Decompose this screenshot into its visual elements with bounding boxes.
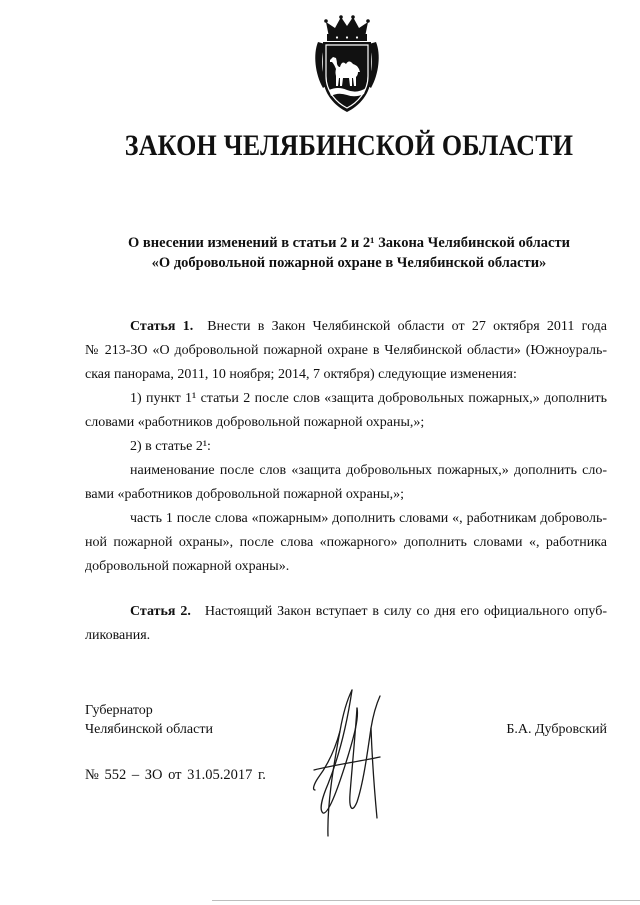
article-1-line: № 213-ЗО «О добровольной пожарной охране в Челябинской области» (Южноураль-: [85, 343, 607, 358]
item-2-part-1-line: часть 1 после слова «пожарным» дополнить словами «, работникам доброволь-: [130, 511, 607, 526]
handwritten-signature-icon: [300, 686, 390, 846]
article-2-text: Настоящий Закон вступает в силу со дня его официального опуб-: [204, 604, 607, 619]
article-2-heading: Статья 2.: [130, 604, 191, 619]
signatory-office-line: Губернатор: [85, 703, 153, 718]
article-1: [85, 315, 607, 579]
article-1-line: [85, 315, 607, 339]
article-1-heading: Статья 1.: [130, 319, 194, 334]
item-2-part-1-line: ной пожарной охраны», после слова «пожарного» дополнить словами «, работника: [85, 535, 607, 550]
article-2: [85, 600, 607, 648]
item-2-name-line: вами «работников добровольной пожарной охраны,»;: [85, 487, 405, 502]
item-2-name-line: наименование после слов «защита добровольных пожарных,» дополнить сло-: [130, 463, 607, 478]
signatory-office-line: Челябинской области: [85, 722, 213, 737]
subtitle-line: «О добровольной пожарной охране в Челябинской области»: [151, 255, 547, 271]
signatory-name: Б.А. Дубровский: [506, 722, 607, 737]
subtitle-line: О внесении изменений в статьи 2 и 2¹ Закона Челябинской области: [128, 235, 570, 251]
coat-of-arms-icon: [311, 14, 383, 114]
article-1-line: ская панорама, 2011, 10 ноября; 2014, 7 октября) следующие изменения:: [85, 367, 517, 382]
item-2-line: 2) в статье 2¹:: [130, 439, 211, 454]
crown-shape: [324, 15, 370, 41]
document-subtitle: [60, 233, 638, 273]
footer-rule: [212, 900, 640, 901]
item-2-part-1-line: добровольной пожарной охраны».: [85, 559, 290, 574]
document-title: ЗАКОН ЧЕЛЯБИНСКОЙ ОБЛАСТИ: [124, 129, 574, 162]
item-1-line: словами «работников добровольной пожарной охраны,»;: [85, 415, 425, 430]
article-2-line: [85, 600, 607, 624]
registration-number: № 552 – ЗО от 31.05.2017 г.: [85, 767, 266, 783]
item-1-line: 1) пункт 1¹ статьи 2 после слов «защита добровольных пожарных,» дополнить: [130, 391, 607, 406]
signatory-office: [85, 701, 213, 739]
article-1-text: Внести в Закон Челябинской области от 27 октября 2011 года: [207, 319, 607, 334]
article-2-line: ликования.: [85, 628, 151, 643]
